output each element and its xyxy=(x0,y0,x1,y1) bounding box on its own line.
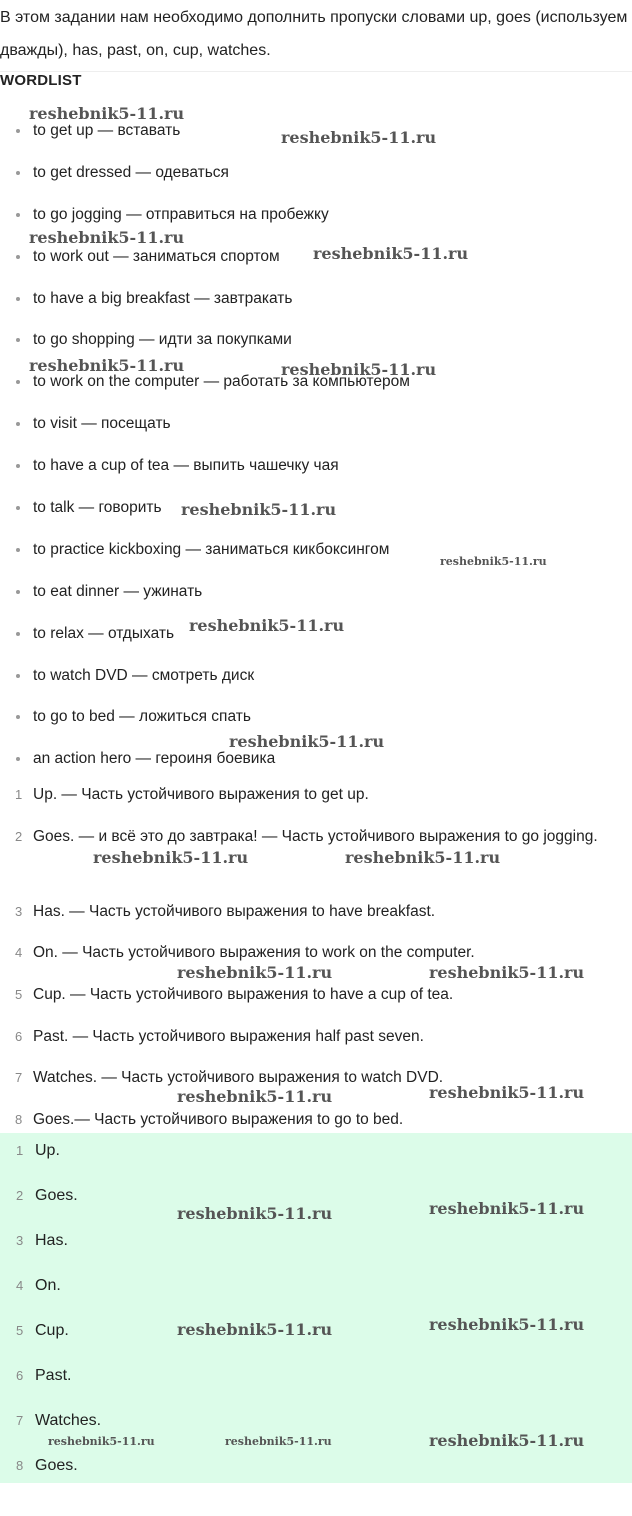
short-answer-item xyxy=(0,1271,632,1316)
answer-text: Cup. — Часть устойчивого выражения to have a cup of tea. xyxy=(33,986,454,1004)
bullet-icon xyxy=(16,757,20,761)
watermark-text: reshebnik5-11.ru xyxy=(189,616,345,635)
watermark-text: reshebnik5-11.ru xyxy=(440,555,547,568)
watermark-text: reshebnik5-11.ru xyxy=(229,732,385,751)
short-answer-item xyxy=(0,1451,632,1496)
answer-number: 7 xyxy=(15,1070,23,1086)
answer-text: Has. — Часть устойчивого выражения to have breakfast. xyxy=(33,902,436,920)
watermark-text: reshebnik5-11.ru xyxy=(429,1431,585,1450)
short-answer-text: Up. xyxy=(35,1142,60,1159)
wordlist-item-text: to have a big breakfast — завтракать xyxy=(33,289,293,307)
watermark-text: reshebnik5-11.ru xyxy=(281,360,437,379)
watermark-text: reshebnik5-11.ru xyxy=(29,104,185,123)
watermark-text: reshebnik5-11.ru xyxy=(281,128,437,147)
answer-text: Watches. — Часть устойчивого выражения to watch DVD. xyxy=(33,1069,444,1087)
short-answer-text: Has. xyxy=(35,1232,68,1249)
wordlist-item-text: to eat dinner — ужинать xyxy=(33,582,203,600)
short-answer-item xyxy=(0,1361,632,1406)
wordlist-item xyxy=(0,571,632,613)
answer-text: On. — Часть устойчивого выражения to work on the computer. xyxy=(33,944,475,962)
watermark-text: reshebnik5-11.ru xyxy=(345,848,501,867)
wordlist-item-text: to have a cup of tea — выпить чашечку чая xyxy=(33,457,339,475)
watermark-text: reshebnik5-11.ru xyxy=(181,500,337,519)
answer-text: Goes.— Часть устойчивого выражения to go to bed. xyxy=(33,1111,404,1129)
bullet-icon xyxy=(16,380,20,384)
answer-text: Goes. — и всё это до завтрака! — Часть устойчивого выражения to go jogging. xyxy=(33,827,598,845)
wordlist-item xyxy=(0,445,632,487)
wordlist-item-text: to go shopping — идти за покупками xyxy=(33,331,292,349)
short-answer-number: 1 xyxy=(16,1143,24,1158)
watermark-text: reshebnik5-11.ru xyxy=(48,1435,155,1448)
short-answer-number: 3 xyxy=(16,1233,24,1248)
short-answer-text: Goes. xyxy=(35,1187,78,1204)
bullet-icon xyxy=(16,213,20,217)
answer-text: Past. — Часть устойчивого выражения half past seven. xyxy=(33,1027,424,1045)
answer-item xyxy=(0,778,632,820)
bullet-icon xyxy=(16,632,20,636)
wordlist-item-text: to work on the computer — работать за компьютером xyxy=(33,373,410,391)
wordlist xyxy=(0,110,632,780)
answer-number: 5 xyxy=(15,987,23,1003)
watermark-text: reshebnik5-11.ru xyxy=(177,963,333,982)
watermark-text: reshebnik5-11.ru xyxy=(29,228,185,247)
wordlist-item xyxy=(0,655,632,697)
wordlist-item xyxy=(0,278,632,320)
wordlist-item-text: to relax — отдыхать xyxy=(33,624,175,642)
watermark-text: reshebnik5-11.ru xyxy=(429,1083,585,1102)
short-answer-number: 2 xyxy=(16,1188,24,1203)
wordlist-item xyxy=(0,403,632,445)
bullet-icon xyxy=(16,674,20,678)
short-answer-number: 7 xyxy=(16,1413,24,1428)
wordlist-item-text: to visit — посещать xyxy=(33,415,171,433)
wordlist-item-text: to practice kickboxing — заниматься кикбоксингом xyxy=(33,540,390,558)
short-answer-text: Goes. xyxy=(35,1457,78,1474)
answer-number: 8 xyxy=(15,1112,23,1128)
short-answer-text: On. xyxy=(35,1277,61,1294)
bullet-icon xyxy=(16,464,20,468)
answer-item xyxy=(0,978,632,1020)
bullet-icon xyxy=(16,255,20,259)
watermark-text: reshebnik5-11.ru xyxy=(429,1315,585,1334)
divider xyxy=(0,71,632,72)
wordlist-item xyxy=(0,152,632,194)
answer-item xyxy=(0,895,632,937)
bullet-icon xyxy=(16,506,20,510)
answer-number: 6 xyxy=(15,1028,23,1044)
watermark-text: reshebnik5-11.ru xyxy=(429,1199,585,1218)
wordlist-item-text: to get dressed — одеваться xyxy=(33,163,229,181)
answer-number: 3 xyxy=(15,903,23,919)
wordlist-item-text: to go jogging — отправиться на пробежку xyxy=(33,205,329,223)
wordlist-heading: WORDLIST xyxy=(0,72,82,89)
wordlist-item-text: to watch DVD — смотреть диск xyxy=(33,666,255,684)
short-answer-number: 6 xyxy=(16,1368,24,1383)
answer-item xyxy=(0,1020,632,1062)
wordlist-item-text: an action hero — героиня боевика xyxy=(33,750,276,768)
bullet-icon xyxy=(16,129,20,133)
intro-text: В этом задании нам необходимо дополнить пропуски словами up, goes (используем дважды), has, past, on, cup, watches. xyxy=(0,9,628,59)
answer-number: 4 xyxy=(15,945,23,961)
bullet-icon xyxy=(16,715,20,719)
short-answer-item xyxy=(0,1136,632,1181)
bullet-icon xyxy=(16,338,20,342)
watermark-text: reshebnik5-11.ru xyxy=(225,1435,332,1448)
answer-text: Up. — Часть устойчивого выражения to get up. xyxy=(33,786,369,803)
short-answer-number: 8 xyxy=(16,1458,24,1473)
watermark-text: reshebnik5-11.ru xyxy=(29,356,185,375)
short-answer-item xyxy=(0,1226,632,1271)
wordlist-item-text: to get up — вставать xyxy=(33,122,181,139)
bullet-icon xyxy=(16,171,20,175)
wordlist-item-text: to talk — говорить xyxy=(33,499,162,517)
short-answer-text: Past. xyxy=(35,1367,72,1384)
wordlist-item-text: to work out — заниматься спортом xyxy=(33,247,280,265)
answer-number: 1 xyxy=(15,787,23,802)
watermark-text: reshebnik5-11.ru xyxy=(313,244,469,263)
watermark-text: reshebnik5-11.ru xyxy=(177,1087,333,1106)
watermark-text: reshebnik5-11.ru xyxy=(177,1204,333,1223)
short-answer-text: Cup. xyxy=(35,1322,69,1339)
short-answer-text: Watches. xyxy=(35,1412,102,1429)
wordlist-item-text: to go to bed — ложиться спать xyxy=(33,708,251,726)
bullet-icon xyxy=(16,590,20,594)
short-answer-number: 5 xyxy=(16,1323,24,1338)
short-answer-number: 4 xyxy=(16,1278,24,1293)
intro-block xyxy=(0,0,632,67)
answer-number: 2 xyxy=(15,828,23,844)
bullet-icon xyxy=(16,548,20,552)
watermark-text: reshebnik5-11.ru xyxy=(177,1320,333,1339)
watermark-text: reshebnik5-11.ru xyxy=(429,963,585,982)
bullet-icon xyxy=(16,422,20,426)
watermark-text: reshebnik5-11.ru xyxy=(93,848,249,867)
bullet-icon xyxy=(16,297,20,301)
